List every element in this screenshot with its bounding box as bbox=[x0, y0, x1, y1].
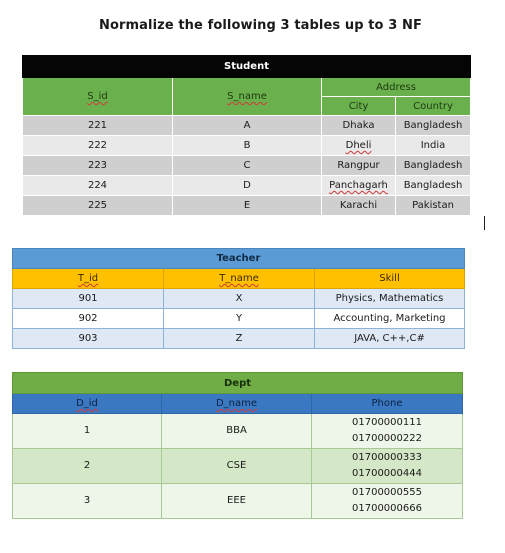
cell-s-id: 221 bbox=[23, 116, 173, 136]
cell-s-name: C bbox=[173, 156, 322, 176]
header-s-name: S_name bbox=[173, 78, 322, 116]
dept-table bbox=[12, 372, 463, 519]
cell-s-name: E bbox=[173, 196, 322, 216]
table-row bbox=[13, 309, 465, 329]
teacher-table bbox=[12, 248, 465, 349]
teacher-table-caption: Teacher bbox=[13, 249, 465, 269]
cell-d-id: 3 bbox=[13, 484, 162, 519]
header-country: Country bbox=[396, 97, 471, 116]
header-city: City bbox=[322, 97, 396, 116]
cell-s-name: D bbox=[173, 176, 322, 196]
cell-d-id: 1 bbox=[13, 414, 162, 449]
cell-country: Bangladesh bbox=[396, 116, 471, 136]
cell-s-name: A bbox=[173, 116, 322, 136]
table-row bbox=[13, 329, 465, 349]
phone-number: 01700000666 bbox=[352, 503, 422, 514]
cell-s-id: 225 bbox=[23, 196, 173, 216]
cell-city: Dhaka bbox=[322, 116, 396, 136]
table-row bbox=[23, 156, 471, 176]
cell-s-id: 224 bbox=[23, 176, 173, 196]
phone-number: 01700000333 bbox=[352, 452, 422, 463]
student-table bbox=[22, 55, 471, 216]
cell-s-name: B bbox=[173, 136, 322, 156]
table-row bbox=[13, 484, 463, 519]
cell-t-id: 902 bbox=[13, 309, 164, 329]
cell-city: Rangpur bbox=[322, 156, 396, 176]
table-row bbox=[13, 289, 465, 309]
cell-d-name: EEE bbox=[162, 484, 312, 519]
header-d-name: D_name bbox=[162, 394, 312, 414]
cell-s-id: 222 bbox=[23, 136, 173, 156]
cell-t-name: Z bbox=[164, 329, 315, 349]
student-table-caption: Student bbox=[23, 56, 471, 78]
header-t-name: T_name bbox=[164, 269, 315, 289]
cell-phone bbox=[312, 449, 463, 484]
table-row bbox=[23, 196, 471, 216]
phone-number: 01700000555 bbox=[352, 487, 422, 498]
cell-phone bbox=[312, 414, 463, 449]
table-row bbox=[23, 176, 471, 196]
cell-t-id: 901 bbox=[13, 289, 164, 309]
header-phone: Phone bbox=[312, 394, 463, 414]
header-skill: Skill bbox=[315, 269, 465, 289]
text-cursor bbox=[484, 216, 485, 230]
header-s-id: S_id bbox=[23, 78, 173, 116]
cell-phone bbox=[312, 484, 463, 519]
table-row bbox=[23, 116, 471, 136]
cell-s-id: 223 bbox=[23, 156, 173, 176]
phone-number: 01700000222 bbox=[352, 433, 422, 444]
cell-country: Bangladesh bbox=[396, 156, 471, 176]
cell-d-name: BBA bbox=[162, 414, 312, 449]
cell-t-name: X bbox=[164, 289, 315, 309]
page-title: Normalize the following 3 tables up to 3 NF bbox=[99, 18, 422, 33]
dept-table-caption: Dept bbox=[13, 373, 463, 394]
cell-country: Pakistan bbox=[396, 196, 471, 216]
cell-skill: Accounting, Marketing bbox=[315, 309, 465, 329]
cell-t-id: 903 bbox=[13, 329, 164, 349]
cell-city: Dheli bbox=[322, 136, 396, 156]
cell-country: Bangladesh bbox=[396, 176, 471, 196]
cell-city: Panchagarh bbox=[322, 176, 396, 196]
cell-city: Karachi bbox=[322, 196, 396, 216]
cell-t-name: Y bbox=[164, 309, 315, 329]
phone-number: 01700000111 bbox=[352, 417, 422, 428]
cell-d-id: 2 bbox=[13, 449, 162, 484]
phone-number: 01700000444 bbox=[352, 468, 422, 479]
cell-skill: JAVA, C++,C# bbox=[315, 329, 465, 349]
cell-d-name: CSE bbox=[162, 449, 312, 484]
header-t-id: T_id bbox=[13, 269, 164, 289]
cell-skill: Physics, Mathematics bbox=[315, 289, 465, 309]
table-row bbox=[13, 414, 463, 449]
table-row bbox=[13, 449, 463, 484]
cell-country: India bbox=[396, 136, 471, 156]
header-d-id: D_id bbox=[13, 394, 162, 414]
table-row bbox=[23, 136, 471, 156]
header-address: Address bbox=[322, 78, 471, 97]
